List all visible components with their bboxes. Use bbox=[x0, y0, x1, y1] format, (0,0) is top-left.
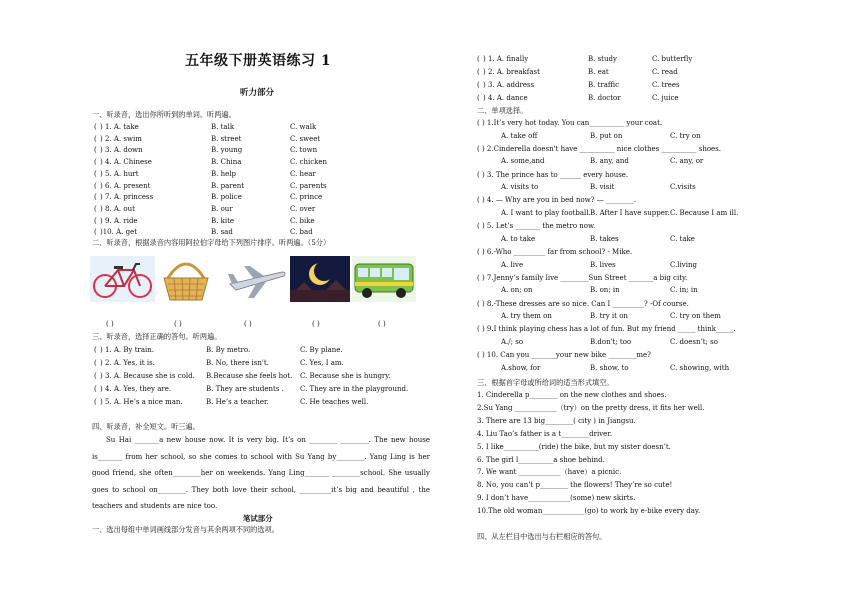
option-a: ) 7. A. princess bbox=[100, 193, 154, 202]
cloze-paragraph bbox=[92, 432, 430, 515]
option-b: B. sad bbox=[211, 228, 233, 237]
option-a: ) 2. A. Yes, it is. bbox=[100, 359, 155, 367]
option-b: B. doctor bbox=[588, 94, 621, 102]
moon-night-picture bbox=[290, 256, 350, 302]
option-a: ) 2. A. breakfast bbox=[483, 68, 540, 76]
answer-paren[interactable]: ( bbox=[94, 346, 97, 354]
option-a: ) 5. A. He’s a nice man. bbox=[100, 398, 183, 406]
option-a: ) 4. A. dance bbox=[483, 94, 528, 102]
option-c: C. town bbox=[290, 146, 318, 155]
option-b: B. police bbox=[211, 193, 242, 202]
option-c: C. over bbox=[290, 204, 316, 213]
option-a: A. to take bbox=[501, 234, 536, 243]
question-text: ( ) 5. Let’s _______ the metro now. bbox=[477, 222, 596, 231]
option-a: ) 2. A. swim bbox=[100, 134, 142, 143]
option-a: A. some,and bbox=[501, 157, 545, 166]
fill-blank-item: 5. I like__________(ride) the bike, but my sister doesn’t. bbox=[477, 442, 671, 451]
option-a: ) 4. A. Yes, they are. bbox=[100, 385, 172, 393]
option-c: C. in; in bbox=[670, 286, 698, 295]
picture-answer-4[interactable]: ( ) bbox=[312, 320, 320, 328]
option-a: A. live bbox=[501, 260, 524, 269]
option-c: C.visits bbox=[670, 183, 696, 192]
option-c: C. take bbox=[670, 234, 695, 243]
answer-paren[interactable]: ( bbox=[94, 398, 97, 406]
option-c: C. They are in the playground. bbox=[300, 385, 409, 393]
option-a: A. visits to bbox=[501, 183, 539, 192]
option-a: ) 1. A. take bbox=[100, 123, 139, 131]
fill-blank-item: 2.Su Yang ____________（try）on the pretty dress, it fits her well. bbox=[477, 403, 705, 412]
option-a: A. on; on bbox=[501, 286, 533, 295]
written-title: 笔试部分 bbox=[243, 514, 273, 523]
fill-blank-item: 7. We want ____________（have）a picnic. bbox=[477, 468, 622, 477]
bus-picture bbox=[352, 256, 416, 302]
option-c: C. parents bbox=[290, 181, 327, 190]
answer-paren[interactable]: ( bbox=[94, 123, 97, 131]
option-c: C. read bbox=[652, 68, 678, 76]
option-c: C. try on bbox=[670, 131, 701, 140]
option-a: ) 1. A. By train. bbox=[100, 346, 154, 354]
fill-blank-item: 8. No, you can’t p________ the flowers! They’re so cute! bbox=[477, 481, 673, 490]
option-b: B. No, there isn't. bbox=[206, 359, 269, 367]
fill-blank-item: 3. There are 13 big________( city ) in Jiangsu. bbox=[477, 416, 636, 425]
option-b: B. young bbox=[211, 146, 243, 155]
option-a: A./; so bbox=[501, 337, 524, 346]
answer-paren[interactable]: ( bbox=[94, 228, 97, 237]
option-a: )10. A. get bbox=[100, 228, 138, 237]
fill-blank-item: 9. I don’t have____________(some) new skirts. bbox=[477, 494, 636, 503]
option-a: ) 3. A. Because she is cold. bbox=[100, 372, 195, 380]
option-c: C. Because she is hungry. bbox=[300, 372, 391, 380]
option-a: ) 8. A. out bbox=[100, 204, 135, 213]
question-text: ( ) 2.Cinderella doesn't have __________ nice clothes __________ shoes. bbox=[477, 144, 722, 153]
option-b: B. They are students . bbox=[206, 385, 284, 393]
option-c: C. By plane. bbox=[300, 346, 343, 354]
option-b: B. By metro. bbox=[206, 346, 251, 354]
option-a: A. I want to play football. bbox=[501, 208, 591, 217]
option-c: C. He teaches well. bbox=[300, 398, 369, 406]
answer-paren[interactable]: ( bbox=[94, 359, 97, 367]
picture-answer-5[interactable]: ( ) bbox=[378, 320, 386, 328]
written2-heading: 二、单项选择。 bbox=[477, 106, 528, 115]
option-c: C. butterfly bbox=[652, 55, 693, 63]
fill-blank-item: 6. The girl l__________a shoe behind. bbox=[477, 455, 605, 464]
picture-answer-1[interactable]: ( ) bbox=[106, 320, 114, 328]
option-c: C. juice bbox=[652, 94, 679, 102]
bicycle-picture bbox=[90, 256, 155, 302]
option-b: B. try it on bbox=[590, 312, 628, 321]
option-b: B. on; in bbox=[590, 286, 620, 295]
section1-heading: 一、听录音，选出你所听到的单词。听两遍。 bbox=[92, 110, 236, 119]
option-b: B. study bbox=[588, 55, 617, 63]
option-b: B. After I have supper. bbox=[590, 208, 670, 217]
option-c: C. bike bbox=[290, 216, 315, 225]
option-a: A. try them on bbox=[501, 312, 552, 321]
question-text: ( ) 8.-These dresses are so nice. Can I _________? -Of course. bbox=[477, 299, 689, 308]
option-a: ) 4. A. Chinese bbox=[100, 158, 152, 167]
question-text: ( ) 10. Can you _______your new bike ________me? bbox=[477, 351, 651, 360]
option-c: C. showing, with bbox=[670, 363, 730, 372]
answer-paren[interactable]: ( bbox=[94, 169, 97, 178]
option-b: B. kite bbox=[211, 216, 235, 225]
option-b: B. show, to bbox=[590, 363, 629, 372]
answer-paren[interactable]: ( bbox=[94, 193, 97, 202]
option-b: B. lives bbox=[590, 260, 616, 269]
option-a: ) 9. A. ride bbox=[100, 216, 138, 225]
picture-answer-2[interactable]: ( ) bbox=[174, 320, 182, 328]
answer-paren[interactable]: ( bbox=[477, 81, 480, 89]
option-c: C. trees bbox=[652, 81, 680, 89]
option-c: C. any, or bbox=[670, 157, 704, 166]
page-title: 五年级下册英语练习 1 bbox=[185, 53, 332, 69]
written4-heading: 四、从左栏目中选出与右栏相应的答句。 bbox=[477, 532, 607, 541]
option-c: C. sweet bbox=[290, 134, 321, 143]
option-a: ) 1. A. finally bbox=[483, 55, 529, 63]
written1-heading: 一、选出每组中单词画线部分发音与其余两项不同的选项。 bbox=[92, 525, 279, 534]
option-b: B. street bbox=[211, 134, 242, 143]
option-b: B. traffic bbox=[588, 81, 620, 89]
question-text: ( ) 4. — Why are you in bed now? — ________. bbox=[477, 196, 637, 205]
answer-paren[interactable]: ( bbox=[94, 204, 97, 213]
answer-paren[interactable]: ( bbox=[477, 55, 480, 63]
section4-heading: 四、听录音，补全短文。听三遍。 bbox=[92, 422, 200, 431]
option-c: C. hear bbox=[290, 169, 316, 178]
option-b: B. help bbox=[211, 169, 236, 178]
option-a: ) 6. A. present bbox=[100, 181, 151, 190]
option-b: B.Because she feels hot. bbox=[206, 372, 293, 380]
answer-paren[interactable]: ( bbox=[94, 385, 97, 393]
option-c: C. walk bbox=[290, 123, 317, 131]
answer-paren[interactable]: ( bbox=[94, 216, 97, 225]
fill-blank-item: 10.The old woman____________(go) to work by e-bike every day. bbox=[477, 507, 701, 516]
question-text: ( ) 3. The prince has to ______ every house. bbox=[477, 170, 629, 179]
option-c: C. doesn’t; so bbox=[670, 337, 718, 346]
question-text: ( ) 7.Jenny’s family live ________Sun Street _______a big city. bbox=[477, 273, 688, 282]
answer-paren[interactable]: ( bbox=[477, 94, 480, 102]
section3-heading: 三、听录音，选择正确的答句。听两遍。 bbox=[92, 332, 222, 341]
option-b: B. China bbox=[211, 158, 242, 167]
option-b: B.don't; too bbox=[590, 337, 632, 346]
answer-paren[interactable]: ( bbox=[94, 372, 97, 380]
option-b: B. eat bbox=[588, 68, 609, 76]
option-a: ) 3. A. down bbox=[100, 146, 143, 155]
answer-paren[interactable]: ( bbox=[94, 134, 97, 143]
plane-picture bbox=[226, 256, 288, 302]
option-b: B. takes bbox=[590, 234, 619, 243]
option-b: B. any, and bbox=[590, 157, 629, 166]
fill-blank-item: 1. Cinderella p________ on the new clothes and shoes. bbox=[477, 391, 667, 399]
listening-title: 听力部分 bbox=[240, 88, 275, 98]
option-c: C. try on them bbox=[670, 312, 721, 321]
option-c: C. prince bbox=[290, 193, 323, 202]
option-b: B. visit bbox=[590, 183, 615, 192]
option-b: B. put on bbox=[590, 131, 623, 140]
answer-paren[interactable]: ( bbox=[94, 181, 97, 190]
question-text: ( ) 6.-Who _________ far from school? - Mike. bbox=[477, 248, 633, 256]
option-c: C. bad bbox=[290, 228, 313, 237]
basket-picture bbox=[160, 256, 212, 302]
question-text: ( ) 9.I think playing chess has a lot of fun. But my friend _____ think_____. bbox=[477, 325, 736, 334]
option-a: ) 5. A. hurt bbox=[100, 169, 139, 178]
option-b: B. our bbox=[211, 204, 233, 213]
option-b: B. He’s a teacher. bbox=[206, 398, 269, 406]
option-c: C.living bbox=[670, 260, 697, 269]
option-b: B. talk bbox=[211, 123, 235, 131]
answer-paren[interactable]: ( bbox=[94, 158, 97, 167]
answer-paren[interactable]: ( bbox=[94, 146, 97, 155]
option-c: C. chicken bbox=[290, 158, 328, 167]
fill-blank-item: 4. Liu Tao’s father is a t________driver. bbox=[477, 429, 613, 438]
option-a: A. take off bbox=[501, 131, 538, 140]
option-a: ) 3. A. address bbox=[483, 81, 535, 89]
picture-answer-3[interactable]: ( ) bbox=[244, 320, 252, 328]
section2-heading: 二、听录音，根据录音内容用阿拉伯字母给下列图片排序。听两遍。（5分） bbox=[92, 238, 331, 247]
answer-paren[interactable]: ( bbox=[477, 68, 480, 76]
written3-heading: 三、根据首字母或所给词的适当形式填空。 bbox=[477, 378, 614, 387]
option-c: C. Because I am ill. bbox=[670, 208, 739, 217]
cloze-text: Su Hai _______a new house now. It is very big. It’s on ________ ________. The new house is_______ from her school, so she comes to school with Su Yang by________. Yang Ling is her good friend, she often________her on weekends. Yang Ling_______ ________school. She usually goes to school on________. They both love their school, _________it’s big and beautiful , the teachers and students are nice too. bbox=[92, 436, 430, 510]
option-a: A.show, for bbox=[501, 363, 541, 372]
option-c: C. Yes, I am. bbox=[300, 359, 344, 367]
question-text: ( ) 1.It’s very hot today. You can__________ your coat. bbox=[477, 119, 663, 127]
option-b: B. parent bbox=[211, 181, 245, 190]
